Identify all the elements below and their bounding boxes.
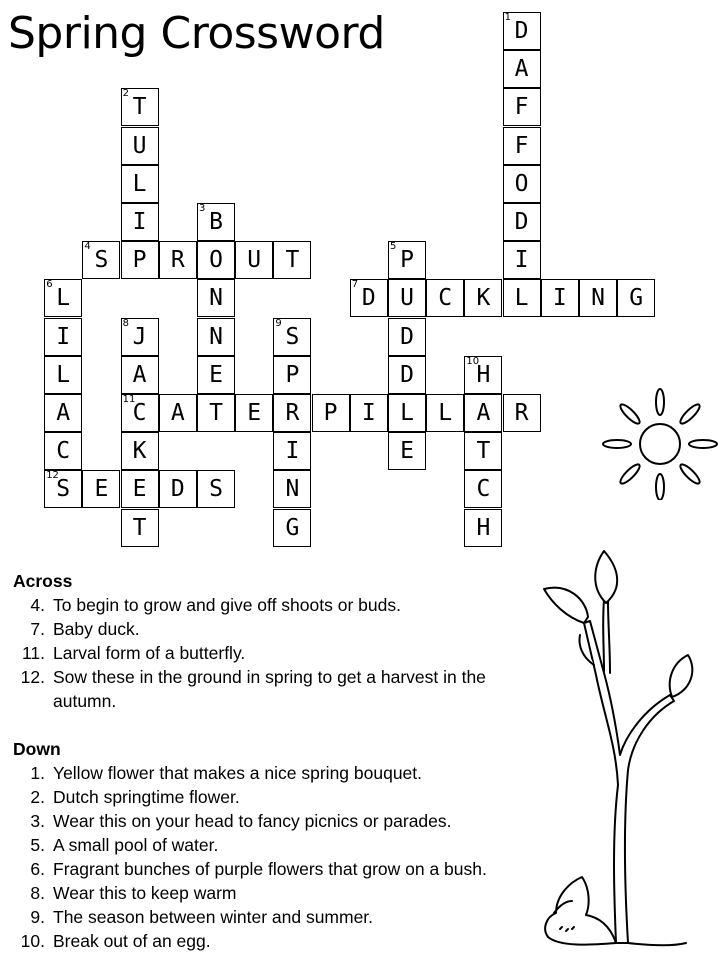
clue-text: Dutch springtime flower. (53, 787, 240, 807)
cell-letter: I (56, 323, 71, 350)
grid-cell (273, 356, 311, 394)
page-title: Spring Crossword (8, 8, 385, 59)
clue-text: Larval form of a butterfly. (53, 643, 246, 663)
grid-cell (273, 432, 311, 470)
cell-letter: T (209, 400, 223, 426)
cell-letter: P (132, 247, 147, 274)
grid-cell (312, 394, 350, 432)
grid-cell (121, 470, 159, 508)
grid-cell (159, 470, 197, 508)
cell-letter: P (323, 400, 338, 426)
grid-cell (464, 432, 502, 470)
cell-letter: D (400, 361, 414, 388)
cell-letter: P (400, 247, 414, 274)
down-clues (13, 737, 573, 953)
cell-letter: G (629, 285, 644, 312)
grid-cell (350, 279, 388, 317)
clue-down-6 (13, 857, 573, 881)
cell-letter: C (438, 285, 453, 312)
cell-letter: I (361, 400, 376, 426)
cell-letter: I (552, 285, 567, 312)
cell-letter: U (400, 285, 414, 312)
grid-cell (388, 356, 426, 394)
grid-cell (388, 394, 426, 432)
grid-cell (121, 203, 159, 241)
clue-text: Break out of an egg. (53, 931, 211, 951)
cell-letter: A (514, 56, 529, 83)
cell-letter: E (209, 361, 223, 388)
cell-letter: A (476, 400, 491, 426)
grid-cell (197, 470, 235, 508)
clue-down-5 (13, 833, 573, 857)
grid-cell (350, 394, 388, 432)
sun-icon (600, 388, 718, 500)
cell-letter: D (170, 476, 185, 503)
cell-letter: P (285, 361, 300, 388)
cell-letter: A (132, 361, 147, 388)
grid-cell (121, 394, 159, 432)
grid-cell (82, 470, 120, 508)
grid-cell (121, 127, 159, 165)
cell-letter: L (56, 361, 71, 388)
cell-letter: N (591, 285, 605, 312)
clue-text: Wear this to keep warm (53, 883, 237, 903)
cell-letter: J (132, 323, 147, 350)
grid-cell (464, 470, 502, 508)
cell-letter: C (476, 476, 491, 503)
grid-cell (388, 318, 426, 356)
clue-number-label: 3 (199, 203, 206, 214)
cell-letter: N (285, 476, 300, 503)
grid-cell (197, 356, 235, 394)
clue-number-label: 11 (122, 394, 136, 405)
cell-letter: S (209, 476, 223, 503)
clue-text: To begin to grow and give off shoots or buds. (53, 595, 401, 615)
cell-letter: K (476, 285, 491, 312)
grid-cell (121, 356, 159, 394)
cell-letter: D (514, 18, 529, 44)
grid-cell (464, 356, 502, 394)
grid-cell (197, 318, 235, 356)
clue-number-label: 8 (122, 317, 129, 329)
clue-number-label: 2 (122, 88, 129, 100)
grid-cell (273, 470, 311, 508)
clue-number-label: 10 (466, 355, 480, 367)
clue-number-label: 1 (504, 12, 511, 23)
clue-down-9 (13, 905, 573, 929)
clue-down-10 (13, 929, 573, 953)
grid-cell (121, 318, 159, 356)
grid-cell (503, 12, 541, 50)
grid-cell (464, 279, 502, 317)
grid-cell (503, 127, 541, 165)
grid-cell (503, 203, 541, 241)
cell-letter: L (438, 400, 453, 426)
clue-number: 4. (30, 595, 45, 615)
grid-cell (82, 241, 120, 279)
cell-letter: H (476, 361, 491, 388)
grid-cell (388, 279, 426, 317)
clue-number: 9. (30, 907, 45, 927)
clue-down-8 (13, 881, 573, 905)
cell-letter: G (285, 514, 300, 541)
grid-cell (121, 241, 159, 279)
cell-letter: N (209, 285, 223, 312)
cell-letter: O (514, 170, 529, 197)
clue-number-label: 7 (351, 279, 359, 291)
grid-cell (388, 432, 426, 470)
cell-letter: A (56, 400, 71, 426)
grid-cell (273, 509, 311, 547)
grid-cell (503, 394, 541, 432)
grid-cell (388, 241, 426, 279)
cell-letter: L (514, 285, 529, 312)
cell-letter: E (247, 400, 262, 426)
cell-letter: R (514, 400, 529, 426)
cell-letter: K (132, 438, 147, 465)
clue-text: Fragrant bunches of purple flowers that grow on a bush. (53, 859, 487, 879)
grid-cell (159, 394, 197, 432)
grid-cell (503, 165, 541, 203)
cell-letter: F (514, 94, 529, 121)
clue-number: 11. (21, 643, 45, 663)
cell-letter: U (132, 132, 147, 159)
clue-number: 3. (30, 811, 45, 831)
clue-across-12 (13, 665, 573, 713)
cell-letter: S (94, 247, 109, 274)
grid-cell (121, 432, 159, 470)
cell-letter: T (476, 438, 491, 465)
clue-text: Baby duck. (53, 619, 140, 639)
cell-letter: A (170, 400, 185, 426)
grid-cell (197, 279, 235, 317)
clue-number: 1. (30, 763, 45, 783)
grid-cell (44, 318, 82, 356)
cell-letter: F (514, 132, 529, 159)
clue-number: 7. (30, 619, 45, 639)
cell-letter: T (132, 514, 147, 541)
clue-number: 8. (30, 883, 45, 903)
grid-cell (44, 356, 82, 394)
clue-text: The season between winter and summer. (53, 907, 374, 927)
grid-cell (44, 470, 82, 508)
grid-cell (273, 318, 311, 356)
clue-across-4 (13, 593, 573, 617)
grid-cell (273, 241, 311, 279)
cell-letter: H (476, 514, 491, 541)
cell-letter: D (361, 285, 376, 312)
cell-letter: N (209, 323, 223, 350)
grid-cell (617, 279, 655, 317)
cell-letter: D (400, 323, 414, 350)
grid-cell (44, 432, 82, 470)
cell-letter: L (400, 400, 414, 426)
sapling-icon (520, 545, 700, 953)
clue-text: A small pool of water. (53, 835, 219, 855)
grid-cell (121, 88, 159, 126)
grid-cell (464, 394, 502, 432)
cell-letter: I (285, 438, 300, 465)
grid-cell (121, 165, 159, 203)
cell-letter: U (247, 247, 262, 274)
cell-letter: D (514, 209, 529, 235)
cell-letter: R (285, 400, 300, 426)
cell-letter: C (132, 400, 147, 426)
clue-number-label: 5 (390, 241, 397, 253)
cell-letter: T (132, 94, 147, 121)
cell-letter: S (285, 323, 300, 350)
grid-cell (503, 241, 541, 279)
clue-number-label: 6 (46, 279, 53, 291)
across-heading: Across (13, 571, 73, 591)
cell-letter: B (209, 209, 223, 235)
cell-letter: E (94, 476, 109, 503)
grid-cell (159, 241, 197, 279)
clue-down-3 (13, 809, 573, 833)
grid-cell (426, 279, 464, 317)
cell-letter: I (514, 247, 529, 274)
clue-across-7 (13, 617, 573, 641)
cell-letter: L (132, 170, 147, 197)
clue-number: 10. (20, 931, 45, 951)
cell-letter: E (132, 476, 147, 503)
grid-cell (121, 509, 159, 547)
clue-across-11 (13, 641, 573, 665)
across-clues (13, 569, 573, 713)
grid-cell (44, 394, 82, 432)
clue-text: Wear this on your head to fancy picnics or parades. (53, 811, 452, 831)
grid-cell (197, 394, 235, 432)
clue-down-1 (13, 761, 573, 785)
clue-down-2 (13, 785, 573, 809)
grid-cell (503, 50, 541, 88)
clue-number-label: 9 (275, 317, 282, 329)
grid-cell (235, 394, 273, 432)
cell-letter: L (56, 285, 71, 312)
grid-cell (541, 279, 579, 317)
grid-cell (464, 509, 502, 547)
cell-letter: T (285, 247, 300, 274)
grid-cell (503, 279, 541, 317)
clue-text: Sow these in the ground in spring to get a harvest in the autumn. (53, 667, 486, 711)
grid-cell (579, 279, 617, 317)
clue-number: 5. (30, 835, 45, 855)
grid-cell (503, 88, 541, 126)
clue-number: 2. (30, 787, 45, 807)
cell-letter: S (56, 476, 71, 503)
grid-cell (197, 203, 235, 241)
clue-number-label: 12 (46, 470, 59, 482)
cell-letter: C (56, 438, 71, 465)
cell-letter: R (170, 247, 185, 274)
down-heading: Down (13, 739, 61, 759)
grid-cell (44, 279, 82, 317)
clue-number-label: 4 (84, 241, 91, 253)
grid-cell (426, 394, 464, 432)
grid-cell (197, 241, 235, 279)
cell-letter: I (132, 209, 147, 235)
clue-number: 12. (20, 667, 45, 687)
cell-letter: O (209, 247, 223, 274)
cell-letter: E (400, 438, 414, 465)
clue-number: 6. (30, 859, 45, 879)
clue-text: Yellow flower that makes a nice spring bouquet. (53, 763, 423, 783)
grid-cell (273, 394, 311, 432)
grid-cell (235, 241, 273, 279)
